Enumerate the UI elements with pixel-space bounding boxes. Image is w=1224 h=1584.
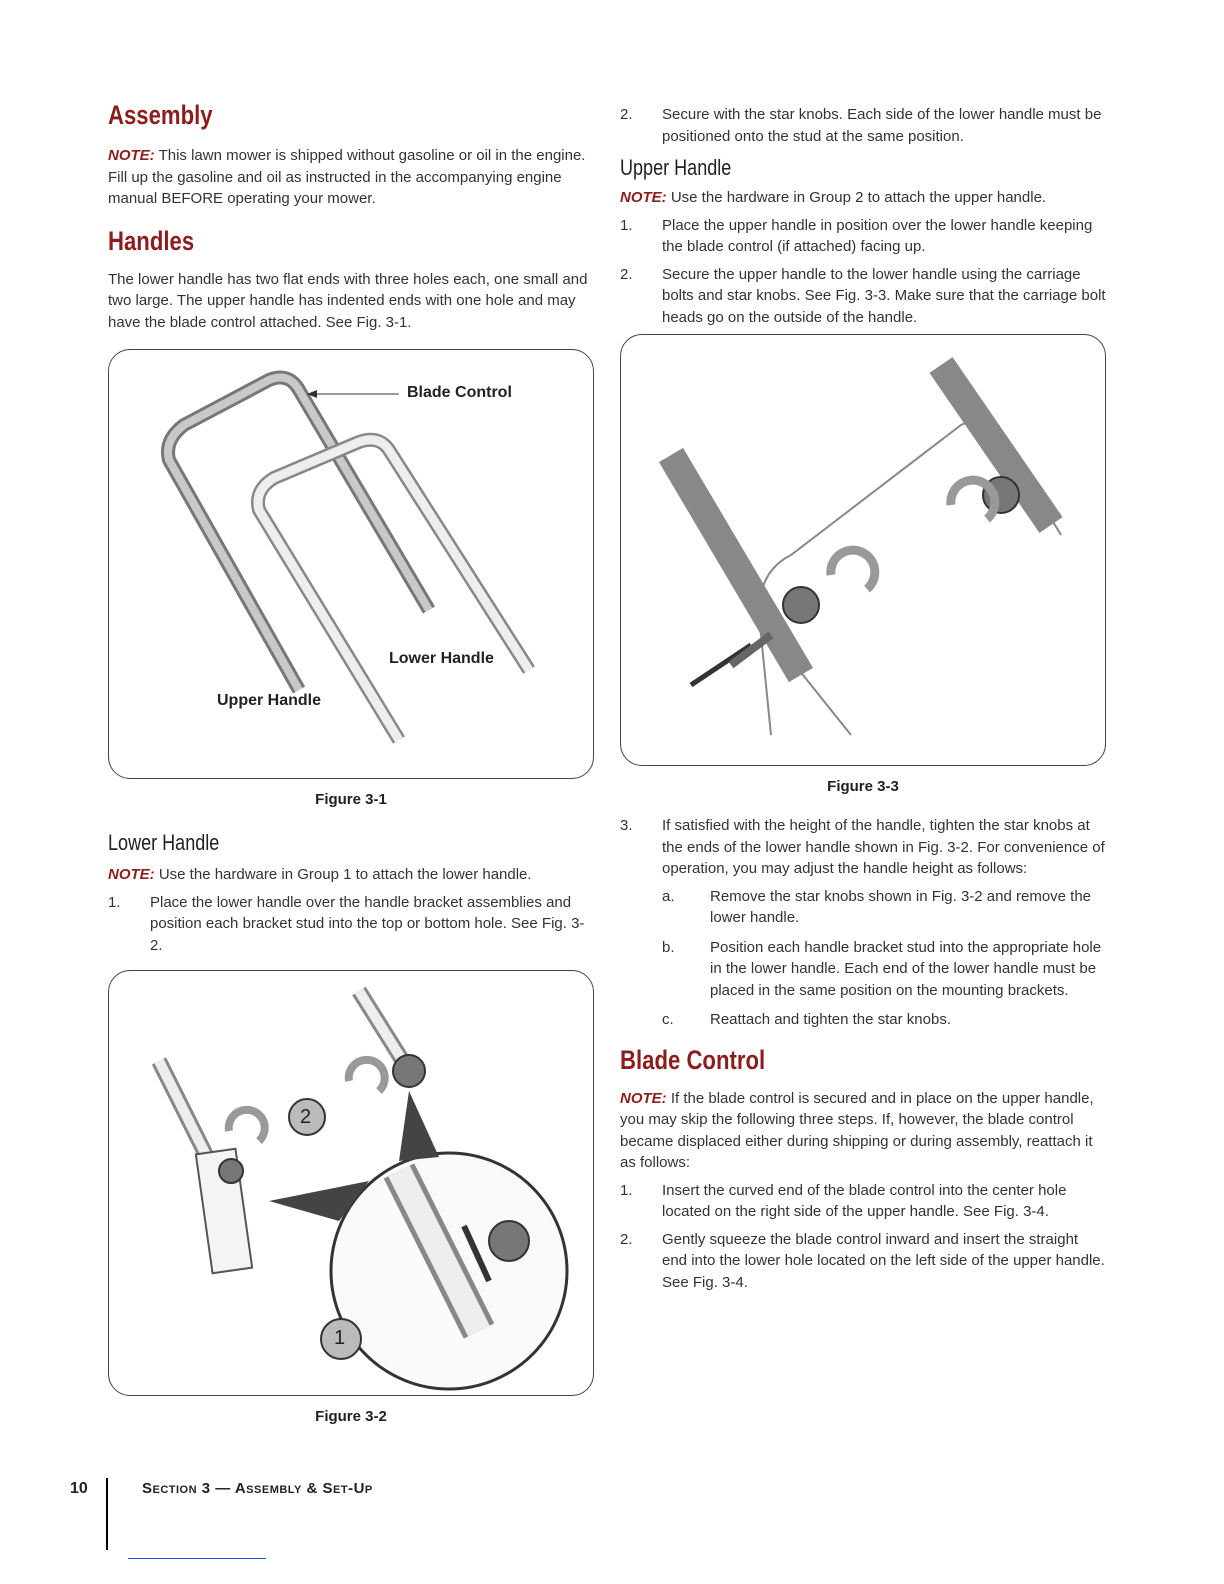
left-column [108, 100, 594, 1425]
star-knob-icon [393, 1055, 425, 1087]
link-underline [128, 1558, 266, 1559]
step-number: 1. [108, 893, 121, 911]
note-text: Use the hardware in Group 2 to attach the upper handle. [670, 189, 1047, 206]
lower-handle-heading: Lower Handle [108, 830, 220, 855]
figure-3-3 [620, 334, 1106, 766]
step-text: Secure the upper handle to the lower handle using the carriage bolts and star knobs. See Fig. 3-3. Make sure that the carriage bolt heads go on the outside of the handle. [662, 265, 1106, 326]
substep-text: Position each handle bracket stud into the appropriate hole in the lower handle. Each end of the lower handle must be placed in the same position on the mounting brackets. [710, 938, 1102, 999]
blade-control-steps [620, 1180, 1106, 1294]
section-title: Section 3 — Assembly & Set-Up [142, 1480, 373, 1497]
lower-handle-steps-continued [620, 104, 1106, 147]
blade-control-heading: Blade Control [620, 1044, 766, 1075]
lower-handle-steps [108, 892, 594, 957]
star-knob-icon [219, 1159, 243, 1183]
label-lower-handle: Lower Handle [389, 650, 494, 667]
list-item [620, 1180, 1106, 1223]
note-text: This lawn mower is shipped without gasoline or oil in the engine. Fill up the gasoline and oil as instructed in the accompanying engine manual BEFORE operating your mower. [108, 147, 586, 207]
assembly-note [108, 145, 594, 210]
figure-3-2 [108, 970, 594, 1396]
step-number: 3. [620, 817, 633, 834]
handles-heading: Handles [108, 225, 195, 256]
note-label: NOTE: [108, 866, 155, 883]
substep-letter: b. [662, 938, 675, 956]
rotate-arrow-icon [229, 1110, 265, 1141]
step-text: Secure with the star knobs. Each side of the lower handle must be positioned onto the stud at the same position. [662, 106, 1102, 145]
adjust-steps [620, 815, 1106, 880]
note-text: If the blade control is secured and in place on the upper handle, you may skip the following three steps. If, however, the blade control became displaced either during shipping or during assembly, reattach it as follows: [620, 1089, 1094, 1171]
assembly-heading: Assembly [108, 100, 213, 130]
handles-illustration [109, 350, 594, 778]
list-item [620, 815, 1106, 880]
step-number: 1. [620, 1181, 633, 1199]
list-item [662, 937, 1106, 1002]
note-text: Use the hardware in Group 1 to attach the lower handle. [158, 866, 532, 883]
page-number: 10 [70, 1480, 88, 1497]
lower-handle-note [108, 864, 594, 886]
substep-text: Reattach and tighten the star knobs. [710, 1011, 951, 1028]
magnifier-pointer-top [399, 1091, 439, 1161]
step-text: Place the lower handle over the handle bracket assemblies and position each bracket stud into the top or bottom hole. See Fig. 3-2. [150, 893, 585, 954]
figure-3-2-caption: Figure 3-2 [315, 1408, 387, 1425]
right-column [620, 100, 1106, 1293]
list-item [108, 892, 594, 957]
footer-divider [106, 1478, 108, 1550]
callout-1: 1 [334, 1327, 346, 1349]
label-upper-handle: Upper Handle [217, 692, 322, 709]
step-text: Gently squeeze the blade control inward and insert the straight end into the lower hole located on the left side of the upper handle. See Fig. 3-4. [662, 1230, 1105, 1291]
rotate-arrow-icon [831, 550, 875, 589]
note-label: NOTE: [620, 189, 667, 206]
lower-handle-bar [671, 455, 801, 675]
rotate-arrow-icon [349, 1060, 385, 1091]
page-footer [70, 1478, 670, 1558]
list-item [620, 1229, 1106, 1294]
note-label: NOTE: [620, 1089, 667, 1107]
note-label: NOTE: [108, 147, 155, 164]
figure-3-3-caption: Figure 3-3 [827, 778, 899, 795]
upper-handle-illustration [621, 335, 1106, 765]
substep-text: Remove the star knobs shown in Fig. 3-2 and remove the lower handle. [710, 887, 1092, 926]
callout-2: 2 [300, 1106, 312, 1128]
step-text: Place the upper handle in position over the lower handle keeping the blade control (if attached) facing up. [662, 216, 1093, 255]
list-item [620, 264, 1106, 329]
handles-text: The lower handle has two flat ends with three holes each, one small and two large. The upper handle has indented ends with one hole and may have the blade control attached. See Fig. 3-1. [108, 270, 588, 331]
step-text: Insert the curved end of the blade control into the center hole located on the right side of the upper handle. See Fig. 3-4. [662, 1181, 1067, 1220]
figure-3-1 [108, 349, 594, 779]
figure-3-1-caption: Figure 3-1 [315, 791, 387, 808]
substep-letter: a. [662, 887, 675, 905]
upper-handle-note [620, 187, 1106, 209]
step-number: 1. [620, 216, 633, 234]
step-text: If satisfied with the height of the handle, tighten the star knobs at the ends of the lower handle shown in Fig. 3-2. For convenience of operation, you may adjust the handle height as follows: [662, 817, 1105, 877]
list-item [662, 886, 1106, 929]
step-number: 2. [620, 106, 633, 123]
blade-control-note [620, 1088, 1106, 1174]
list-item [620, 215, 1106, 258]
step-number: 2. [620, 265, 633, 283]
list-item [620, 104, 1106, 147]
star-knob-icon [489, 1221, 529, 1261]
substep-letter: c. [662, 1011, 674, 1028]
bracket-illustration [109, 971, 594, 1395]
upper-handle-heading: Upper Handle [620, 155, 732, 180]
label-blade-control: Blade Control [407, 384, 512, 401]
star-knob-icon [783, 587, 819, 623]
step-number: 2. [620, 1230, 633, 1248]
list-item [662, 1009, 1106, 1031]
carriage-bolt [731, 635, 771, 665]
carriage-bolt-arrow-icon [691, 645, 751, 685]
adjust-substeps [662, 886, 1106, 1031]
upper-handle-steps [620, 215, 1106, 329]
